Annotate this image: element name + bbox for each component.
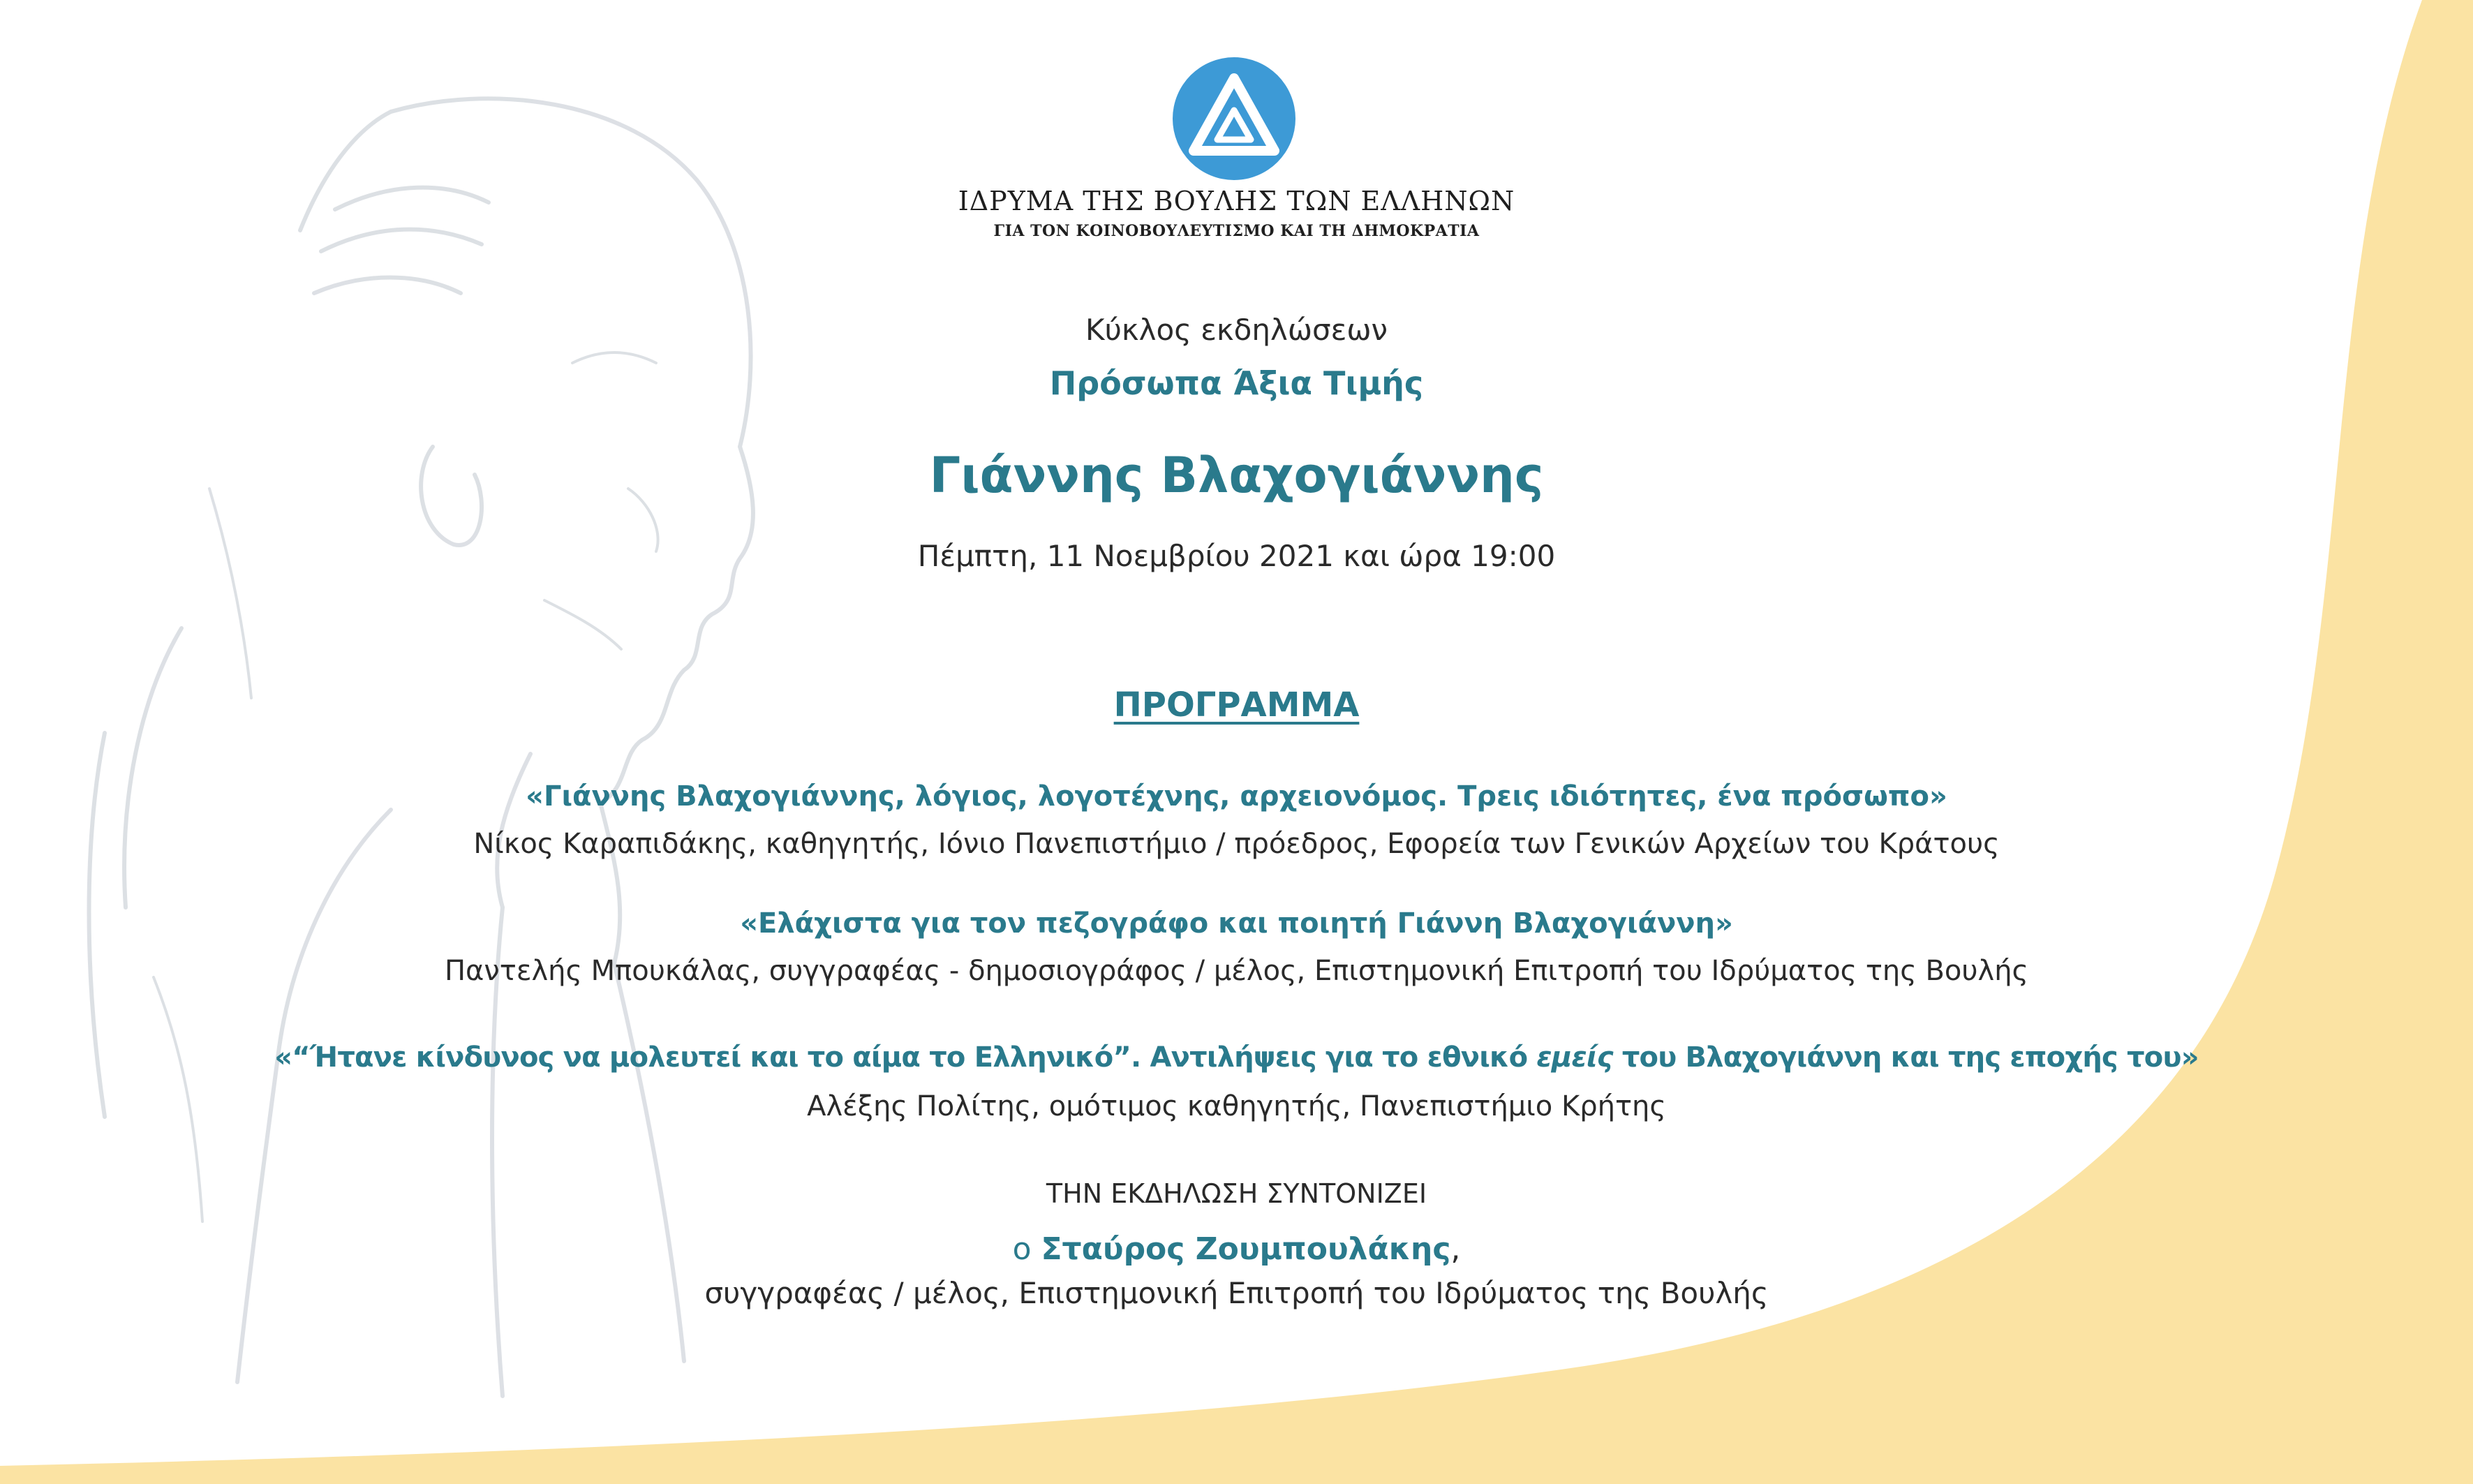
coordinator-prefix: ο — [1012, 1231, 1041, 1267]
coordinator-name: Σταύρος Ζουμπουλάκης — [1041, 1231, 1451, 1267]
coordinator-role: συγγραφέας / μέλος, Επιστημονική Επιτροπή του Ιδρύματος της Βουλής — [704, 1276, 1769, 1310]
talk-title-2: «Ελάχιστα για τον πεζογράφο και ποιητή Γιάννη Βλαχογιάννη» — [740, 907, 1733, 940]
talk-title-1: «Γιάννης Βλαχογιάννης, λόγιος, λογοτέχνης, αρχειονόμος. Τρεις ιδιότητες, ένα πρόσωπο» — [526, 780, 1947, 813]
series-label: Κύκλος εκδηλώσεων — [1085, 313, 1388, 347]
talk-title-3 — [0, 1041, 2473, 1074]
talk-speaker-2: Παντελής Μπουκάλας, συγγραφέας - δημοσιογράφος / μέλος, Επιστημονική Επιτροπή του Ιδρύματος της Βουλής — [444, 955, 2029, 987]
coordinator-label: ΤΗΝ ΕΚΔΗΛΩΣΗ ΣΥΝΤΟΝΙΖΕΙ — [1046, 1178, 1427, 1209]
foundation-logo — [1173, 57, 1295, 180]
coordinator-suffix: , — [1450, 1231, 1461, 1267]
organization-name: ΙΔΡΥΜΑ ΤΗΣ ΒΟΥΛΗΣ ΤΩΝ ΕΛΛΗΝΩΝ — [958, 186, 1515, 216]
talk-title-3-part1: «“Ήτανε κίνδυνος να μολευτεί και το αίμα το Ελληνικό”. Αντιλήψεις για το εθνικό — [274, 1041, 1537, 1074]
honoree-name: Γιάννης Βλαχογιάννης — [929, 447, 1544, 504]
program-heading: ΠΡΟΓΡΑΜΜΑ — [1113, 685, 1360, 725]
talk-title-3-part2: του Βλαχογιάννη και της εποχής του» — [1612, 1041, 2199, 1074]
talk-title-3-emphasis: εμείς — [1536, 1041, 1613, 1074]
talk-speaker-1: Νίκος Καραπιδάκης, καθηγητής, Ιόνιο Πανεπιστήμιο / πρόεδρος, Εφορεία των Γενικών Αρχείων του Κράτους — [473, 828, 2000, 860]
organization-subtitle: ΓΙΑ ΤΟΝ ΚΟΙΝΟΒΟΥΛΕΥΤΙΣΜΟ ΚΑΙ ΤΗ ΔΗΜΟΚΡΑΤΙΑ — [993, 222, 1480, 240]
coordinator-line — [0, 1231, 2473, 1267]
event-datetime: Πέμπτη, 11 Νοεμβρίου 2021 και ώρα 19:00 — [917, 539, 1556, 573]
series-name: Πρόσωπα Άξια Τιμής — [1049, 364, 1424, 402]
talk-speaker-3: Αλέξης Πολίτης, ομότιμος καθηγητής, Πανεπιστήμιο Κρήτης — [807, 1090, 1666, 1122]
